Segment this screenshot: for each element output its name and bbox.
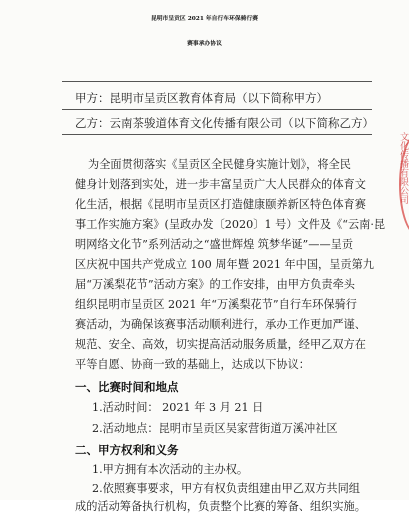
paragraph-line: 化生活，根据《昆明市呈贡区打造健康颐养新区特色体育赛	[75, 198, 366, 211]
document-title-line2: 赛事承办协议	[187, 41, 222, 47]
party-a-line: 甲方：昆明市呈贡区教育体育局（以下简称甲方）	[75, 91, 328, 105]
item-organizing-body: 2.依照赛事要求，甲方有权负责组建由甲乙双方共同组	[92, 482, 360, 495]
paragraph-line: 健身计划落到实处，进一步丰富呈贡广大人民群众的体育文	[75, 178, 366, 191]
paragraph-line: 届“万溪梨花节”活动方案》的工作安排，由甲方负责牵头	[75, 278, 355, 291]
paragraph-line: 规范、安全、高效，切实提高活动服务质量，经甲乙双方在	[75, 338, 366, 351]
divider-middle	[62, 109, 372, 110]
paragraph-line: 赛活动，为确保该赛事活动顺利进行，承办工作更加严谨、	[75, 318, 366, 331]
paragraph-line: 组织昆明市呈贡区 2021 年“万溪梨花节”自行车环保骑行	[75, 298, 357, 311]
document-title-line1: 昆明市呈贡区 2021 年自行车环保骑行赛	[150, 16, 259, 22]
paragraph-line: 平等自愿、协商一致的基础上，达成以下协议：	[75, 358, 310, 371]
item-organizing-body-cont: 成的活动筹备执行机构，负责整个比赛的筹备、组织实施。	[75, 500, 366, 513]
section-heading-party-a-rights: 二、甲方权利和义务	[75, 443, 179, 457]
section-heading-time-place: 一、比赛时间和地点	[75, 380, 179, 394]
company-seal	[397, 132, 409, 237]
paragraph-line: 明网络文化节”系列活动之“盛世辉煌 筑梦华诞”——呈贡	[75, 238, 354, 251]
divider-top	[62, 81, 372, 82]
party-b-line: 乙方：云南茶骏道体育文化传播有限公司（以下简称乙方）	[75, 116, 374, 130]
paragraph-line: 为全面贯彻落实《呈贡区全民健身实施计划》，将全民	[88, 158, 351, 171]
item-hosting-right: 1.甲方拥有本次活动的主办权。	[92, 463, 249, 476]
item-activity-location: 2.活动地点：昆明市呈贡区吴家营街道万溪冲社区	[92, 422, 338, 435]
paragraph-line: 区庆祝中国共产党成立 100 周年暨 2021 年中国，呈贡第九	[75, 258, 374, 271]
divider-bottom	[62, 134, 372, 135]
seal-text: 文化传播有限公司	[398, 132, 408, 204]
item-activity-time: 1.活动时间： 2021 年 3 月 21 日	[92, 401, 264, 414]
paragraph-line: 事工作实施方案》(呈政办发〔2020〕1 号）文件及《“云南·昆	[75, 218, 386, 231]
